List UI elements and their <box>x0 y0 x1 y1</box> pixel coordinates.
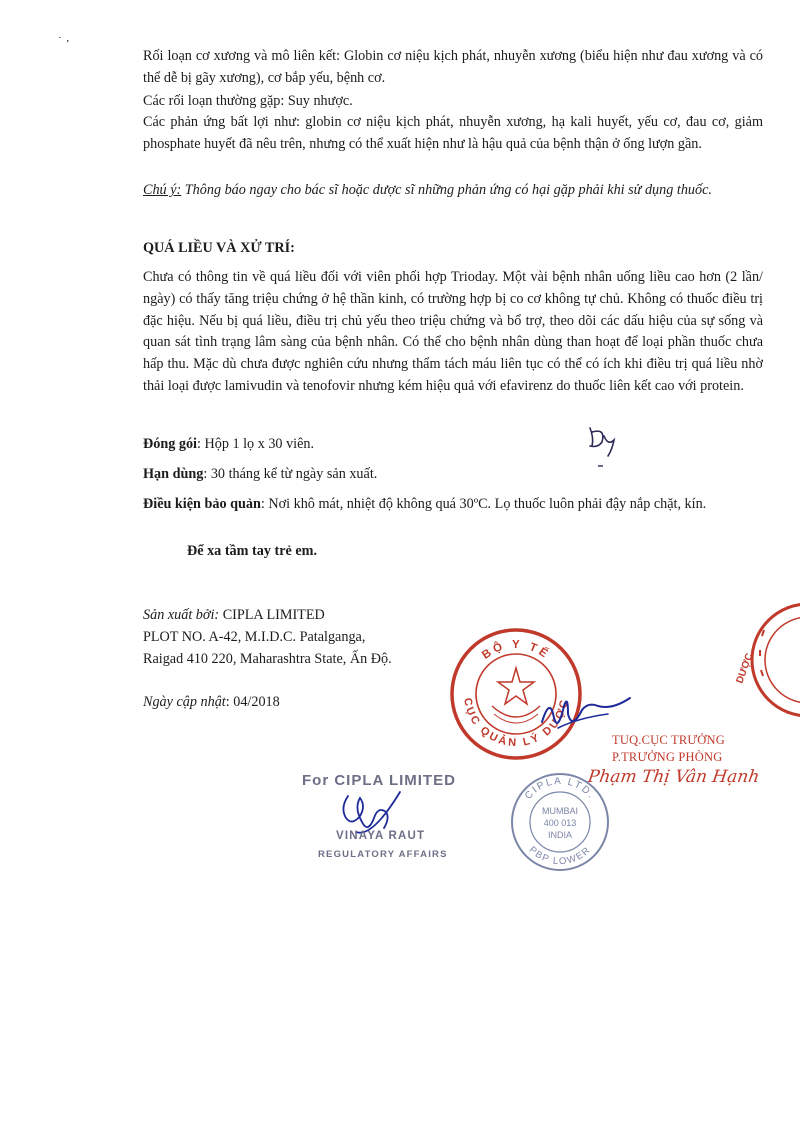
side-effect-musculoskeletal: Rối loạn cơ xương và mô liên kết: Globin cơ niệu kịch phát, nhuyễn xương (biểu hiện như đau xương và có thể dễ bị gãy xương), cơ bắp yếu, bệnh cơ. <box>143 48 763 86</box>
overdose-body: Chưa có thông tin về quá liều đối với viên phối hợp Trioday. Một vài bệnh nhân uống liều cao hơn (2 lần/ ngày) có thấy tăng triệu chứng ở hệ thần kinh, có trường hợp bị co cơ không tự chủ. Không có thuốc điều trị đặc hiệu. Nếu bị quá liều, điều trị chủ yếu theo triệu chứng và bổ trợ, theo dõi các dấu hiệu của sự sống và quan sát tình trạng lâm sàng của bệnh nhân. Có thể cho bệnh nhân dùng than hoạt để loại phần thuốc chưa hấp thu. Mặc dù chưa được nghiên cứu nhưng thẩm tách máu liên tục có thể có ích khi điều trị quá liều nhờ thải loại được lamivudin và tenofovir nhưng kém hiệu quả với efavirenz do thuốc liên kết cao với protein. <box>143 269 763 394</box>
approval-signer-name: Phạm Thị Vân Hạnh <box>586 767 761 787</box>
company-signer-title: REGULATORY AFFAIRS <box>318 849 448 860</box>
note-text: Thông báo ngay cho bác sĩ hoặc dược sĩ những phản ứng có hại gặp phải khi sử dụng thuốc. <box>181 182 712 198</box>
shelf-life-line <box>143 464 377 485</box>
company-signer-name: VINAYA RAUT <box>336 830 426 842</box>
svg-text:CIPLA LTD. <box>523 776 597 802</box>
shelf-life-value: : 30 tháng kể từ ngày sản xuất. <box>203 466 378 482</box>
company-seal-ring-text-2: PBP LOWER <box>526 844 594 868</box>
svg-text:BỘ Y TẾ <box>480 639 552 662</box>
manufacturer-label: Sản xuất bởi: <box>143 607 220 623</box>
company-seal <box>508 770 612 874</box>
updated-line <box>143 692 280 713</box>
partial-red-seal <box>728 600 800 718</box>
updated-label: Ngày cập nhật <box>143 694 226 710</box>
manufacturer-address-2: Raigad 410 220, Maharashtra State, Ấn Độ. <box>143 651 392 667</box>
seal-ministry-text: BỘ Y TẾ <box>480 638 552 662</box>
company-seal-center-3: INDIA <box>547 830 573 840</box>
shelf-life-label: Hạn dùng <box>143 466 204 482</box>
updated-value: : 04/2018 <box>225 694 280 710</box>
packaging-value: : Hộp 1 lọ x 30 viên. <box>197 436 315 452</box>
manufacturer-line <box>143 605 325 626</box>
side-effect-adverse: Các phản ứng bất lợi như: globin cơ niệu kịch phát, nhuyễn xương, hạ kali huyết, yếu cơ, đau cơ, giảm phosphate huyết đã nêu trên, nhưng có thể xuất hiện như là hậu quả của bệnh thận ở ống lượn gần. <box>143 114 763 152</box>
storage-line <box>143 494 763 516</box>
approval-title-2: P.TRƯỞNG PHÒNG <box>612 750 723 764</box>
partial-seal-text: DƯỢC <box>734 651 756 686</box>
company-for-line: For CIPLA LIMITED <box>302 772 456 789</box>
storage-label: Điều kiện bảo quản <box>143 496 261 512</box>
company-seal-ring-text: CIPLA LTD. <box>522 775 598 802</box>
company-seal-center-1: MUMBAI <box>542 806 578 816</box>
manufacturer-address-1: PLOT NO. A-42, M.I.D.C. Patalganga, <box>143 629 366 645</box>
side-effect-common: Các rối loạn thường gặp: Suy nhược. <box>143 93 353 109</box>
packaging-label: Đóng gói <box>143 436 197 452</box>
corner-mark: · , <box>58 32 71 44</box>
seal-department-text: CỤC QUẢN LÝ DƯỢC <box>460 696 572 750</box>
side-effect-note <box>143 180 763 202</box>
keep-away-notice: Để xa tầm tay trẻ em. <box>187 543 317 559</box>
manufacturer-name: CIPLA LIMITED <box>219 607 325 623</box>
approval-title-1: TUQ.CỤC TRƯỞNG <box>612 733 725 747</box>
approval-signature <box>538 688 634 738</box>
approval-titles <box>612 732 725 766</box>
storage-value: : Nơi khô mát, nhiệt độ không quá 30ºC. Lọ thuốc luôn phải đậy nắp chặt, kín. <box>260 496 707 512</box>
initials-mark <box>584 424 624 472</box>
overdose-heading: QUÁ LIỀU VÀ XỬ TRÍ: <box>143 240 295 256</box>
company-seal-center-2: 400 013 <box>543 818 577 828</box>
packaging-line <box>143 434 314 455</box>
note-label: Chú ý: <box>143 182 182 198</box>
